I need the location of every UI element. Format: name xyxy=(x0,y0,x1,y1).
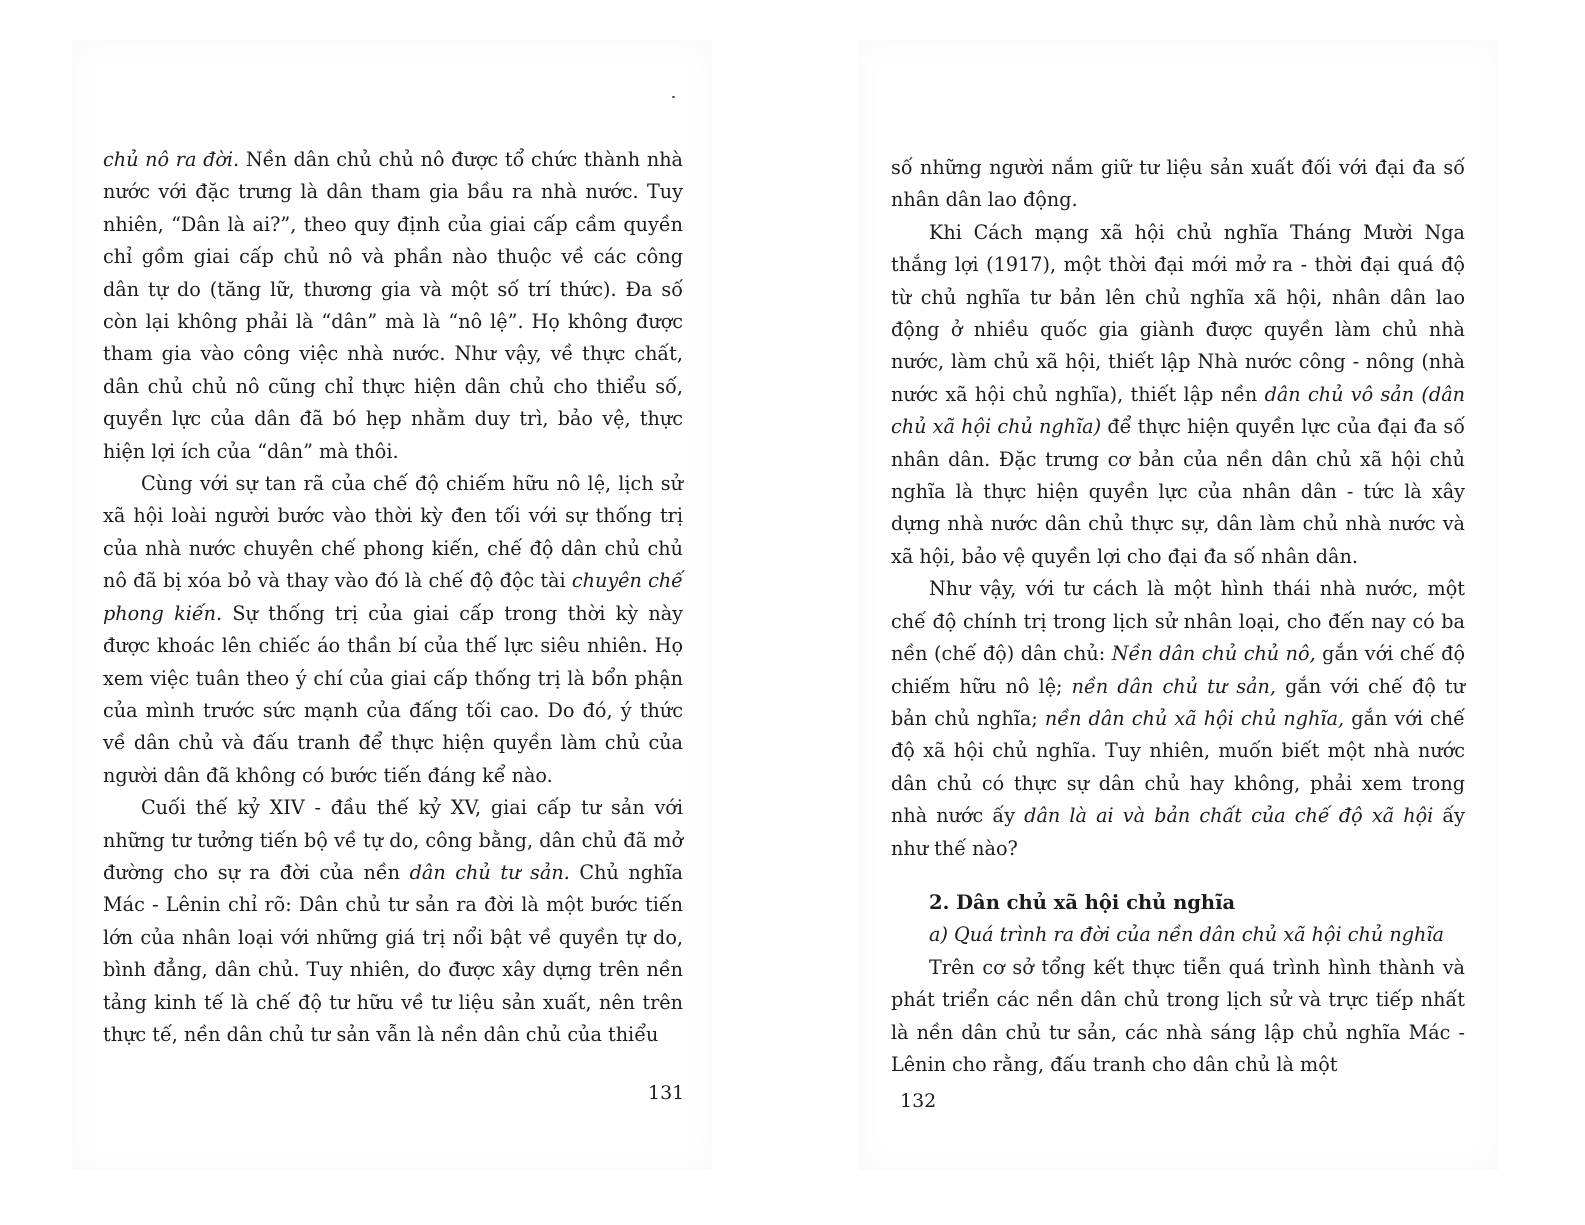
right-p3-italic-d: nền dân chủ tư sản, xyxy=(1071,674,1276,698)
left-p3-text-c: Chủ nghĩa Mác - Lênin chỉ rõ: Dân chủ tư sản ra đời là một bước tiến lớn của nhân loại với những giá trị nổi bật về quyền tự do, bình đẳng, dân chủ. Tuy nhiên, do được xây dựng trên nền tảng kinh tế là chế độ tư hữu về tư liệu sản xuất, nên trên thực tế, nền dân chủ tư sản vẫn là nền dân chủ của thiểu xyxy=(103,860,683,1046)
right-p3-text-c: gắn với chế độ chiếm hữu nô lệ; xyxy=(891,642,1466,698)
left-p3-text-a: Cuối thế kỷ XIV - đầu thế kỷ XV, giai cấp tư sản với những tư tưởng tiến bộ về tự do, công bằng, dân chủ đã mở đường cho sự ra đời của nền xyxy=(103,796,683,884)
left-p2-text-c: Sự thống trị của giai cấp trong thời kỳ này được khoác lên chiếc áo thần bí của thế lực siêu nhiên. Họ xem việc tuân theo ý chí của giai cấp thống trị là bổn phận của mình trước sức mạnh của đấng tối cao. Do đó, ý thức về dân chủ và đấu tranh để thực hiện quyền làm chủ của người dân đã không có bước tiến đáng kể nào. xyxy=(103,601,683,787)
section-heading: 2. Dân chủ xã hội chủ nghĩa xyxy=(929,890,1236,914)
right-p3-italic-b: Nền dân chủ chủ nô, xyxy=(1111,642,1316,666)
scan-speck xyxy=(672,96,675,98)
left-p1-italic: chủ nô ra đời. xyxy=(103,148,240,171)
right-p3-italic-h: dân là ai và bản chất của chế độ xã hội xyxy=(1024,804,1434,828)
right-p3-text-i: ấy như thế nào? xyxy=(891,804,1465,860)
left-paragraph-1 xyxy=(103,144,683,468)
right-p2-italic: dân chủ vô sản (dân chủ xã hội chủ nghĩa) xyxy=(891,382,1465,439)
right-p3-text-e: gắn với chế độ tư bản chủ nghĩa; xyxy=(891,674,1465,730)
right-p3-text-g: gắn với chế độ xã hội chủ nghĩa. Tuy nhiên, muốn biết một nhà nước dân chủ có thực sự dân chủ hay không, phải xem trong nhà nước ấy xyxy=(891,706,1465,828)
right-p2-text-a: Khi Cách mạng xã hội chủ nghĩa Tháng Mười Nga thắng lợi (1917), một thời đại mới mở ra - thời đại quá độ từ chủ nghĩa tư bản lên chủ nghĩa xã hội, nhân dân lao động ở nhiều quốc gia giành được quyền làm chủ nhà nước, làm chủ xã hội, thiết lập Nhà nước công - nông (nhà nước xã hội chủ nghĩa), thiết lập nền xyxy=(891,220,1465,406)
left-p2-text-a: Cùng với sự tan rã của chế độ chiếm hữu nô lệ, lịch sử xã hội loài người bước vào thời kỳ đen tối với sự thống trị của nhà nước chuyên chế phong kiến, chế độ dân chủ chủ nô đã bị xóa bỏ và thay vào đó là chế độ độc tài xyxy=(103,472,683,593)
right-page-number: 132 xyxy=(900,1090,937,1112)
right-p3-italic-f: nền dân chủ xã hội chủ nghĩa, xyxy=(1044,706,1345,730)
right-paragraph-2 xyxy=(891,217,1465,573)
right-page xyxy=(858,40,1498,1170)
right-p2-text-c: để thực hiện quyền lực của đại đa số nhân dân. Đặc trưng cơ bản của nền dân chủ xã hội chủ nghĩa là thực hiện quyền lực của nhân dân - tức là xây dựng nhà nước dân chủ thực sự, dân làm chủ nhà nước và xã hội, bảo vệ quyền lợi cho đại đa số nhân dân. xyxy=(891,415,1466,568)
right-paragraph-1: số những người nắm giữ tư liệu sản xuất đối với đại đa số nhân dân lao động. xyxy=(891,156,1465,212)
right-paragraph-3 xyxy=(891,573,1465,865)
left-paragraph-2 xyxy=(103,468,683,792)
left-page-text xyxy=(103,144,683,1051)
left-page xyxy=(72,40,712,1170)
right-p3-text-a: Như vậy, với tư cách là một hình thái nhà nước, một chế độ chính trị trong lịch sử nhân loại, cho đến nay có ba nền (chế độ) dân chủ: xyxy=(891,577,1465,666)
left-page-number: 131 xyxy=(648,1082,685,1104)
left-p1-text: Nền dân chủ chủ nô được tổ chức thành nhà nước với đặc trưng là dân tham gia bầu ra nhà nước. Tuy nhiên, “Dân là ai?”, theo quy định của giai cấp cầm quyền chỉ gồm giai cấp chủ nô và phần nào thuộc về các công dân tự do (tăng lữ, thương gia và một số trí thức). Đa số còn lại không phải là “dân” mà là “nô lệ”. Họ không được tham gia vào công việc nhà nước. Như vậy, về thực chất, dân chủ chủ nô cũng chỉ thực hiện dân chủ cho thiểu số, quyền lực của dân đã bó hẹp nhằm duy trì, bảo vệ, thực hiện lợi ích của “dân” mà thôi. xyxy=(103,148,683,463)
right-paragraph-4: Trên cơ sở tổng kết thực tiễn quá trình hình thành và phát triển các nền dân chủ trong lịch sử và trực tiếp nhất là nền dân chủ tư sản, các nhà sáng lập chủ nghĩa Mác - Lênin cho rằng, đấu tranh cho dân chủ là một xyxy=(891,955,1465,1076)
left-paragraph-3 xyxy=(103,792,683,1051)
right-page-text xyxy=(891,152,1465,1081)
section-subheading: a) Quá trình ra đời của nền dân chủ xã hội chủ nghĩa xyxy=(929,923,1444,947)
left-p2-italic: chuyên chế phong kiến. xyxy=(103,569,683,625)
left-p3-italic: dân chủ tư sản. xyxy=(409,860,570,884)
